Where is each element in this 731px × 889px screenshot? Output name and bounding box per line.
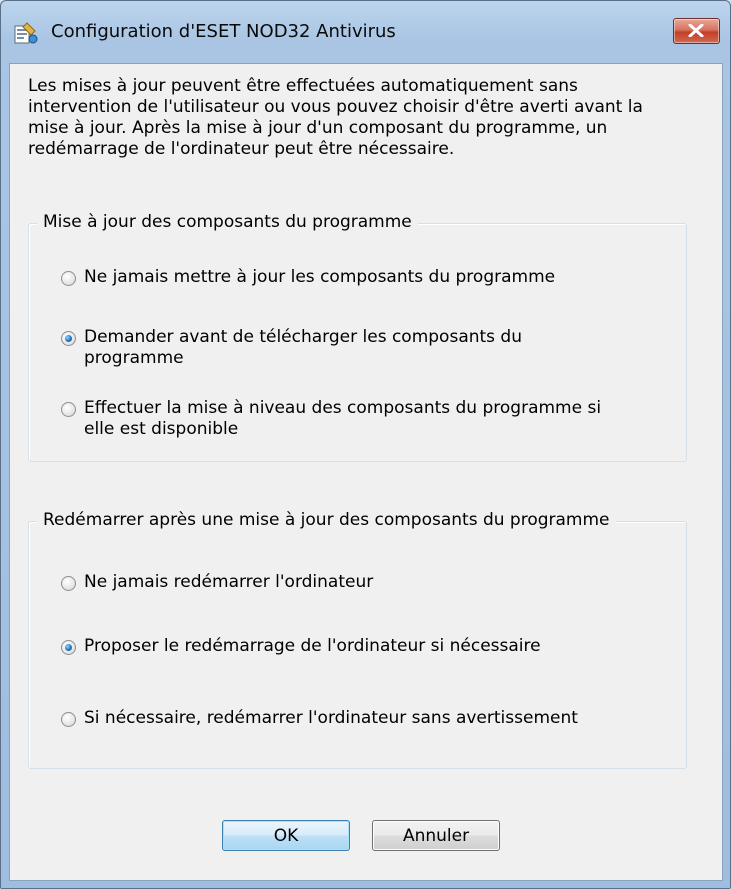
ok-button[interactable]: OK [222,820,350,851]
option-label: Proposer le redémarrage de l'ordinateur si nécessaire [84,636,541,656]
option-label: Demander avant de télécharger les composants du programme [84,327,522,368]
radio-propose-restart[interactable] [61,640,76,655]
restart-group [28,510,687,769]
option-ask-before-download[interactable] [61,327,522,369]
radio-restart-without-warning[interactable] [61,712,76,727]
dialog-body [9,63,723,881]
option-never-restart[interactable] [61,572,373,593]
option-propose-restart[interactable] [61,636,541,657]
radio-ask-before-download[interactable] [61,331,76,346]
restart-group-legend: Redémarrer après une mise à jour des composants du programme [37,510,616,530]
cancel-button[interactable]: Annuler [372,820,500,851]
radio-upgrade-if-available[interactable] [61,402,76,417]
option-label: Si nécessaire, redémarrer l'ordinateur sans avertissement [84,708,578,728]
option-never-update[interactable] [61,267,555,288]
close-icon [688,24,704,37]
title-bar[interactable] [1,1,730,63]
option-label: Ne jamais redémarrer l'ordinateur [84,572,374,592]
radio-never-update[interactable] [61,271,76,286]
update-group-legend: Mise à jour des composants du programme [37,212,418,232]
eset-settings-icon [13,20,39,46]
option-upgrade-if-available[interactable] [61,398,601,440]
intro-text: Les mises à jour peuvent être effectuées automatiquement sans intervention de l'utilisateur ou vous pouvez choisir d'être averti avant la mise à jour. Après la mise à jour d'un composant du programme, un redémarrage de l'ordinateur peut être nécessaire. [28,76,643,159]
radio-never-restart[interactable] [61,576,76,591]
window-title: Configuration d'ESET NOD32 Antivirus [51,21,396,42]
close-button[interactable] [673,18,720,44]
update-components-group [28,212,687,462]
option-label: Ne jamais mettre à jour les composants du programme [84,267,556,287]
option-label: Effectuer la mise à niveau des composants du programme si elle est disponible [84,398,602,439]
option-restart-without-warning[interactable] [61,708,578,729]
